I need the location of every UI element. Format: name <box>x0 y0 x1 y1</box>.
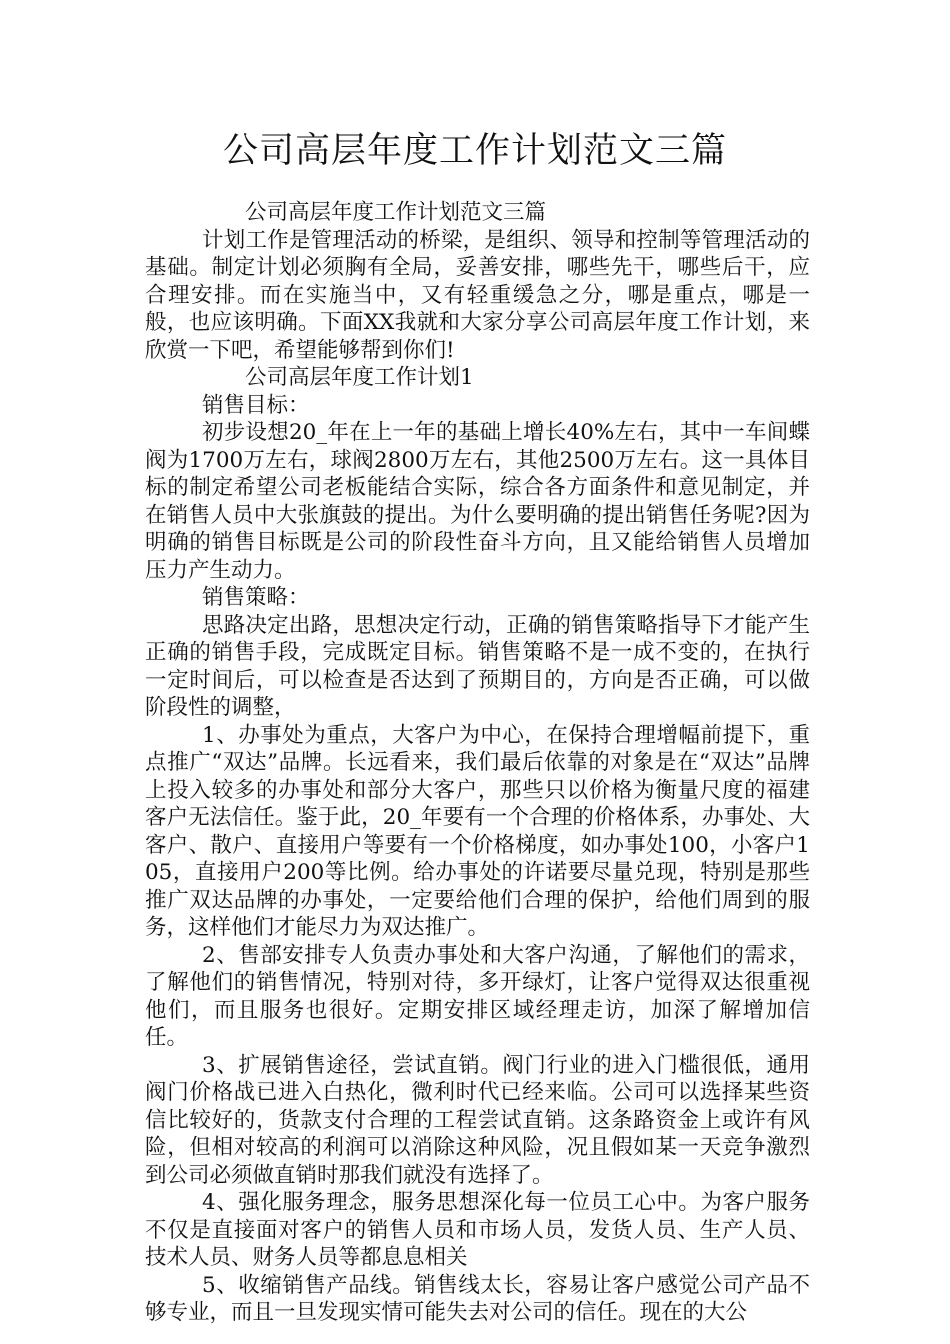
strategy-item-5: 5、收缩销售产品线。销售线太长，容易让客户感觉公司产品不够专业，而且一旦发现实情可能失去对公司的信任。现在的大公 <box>145 1272 810 1325</box>
section-heading: 公司高层年度工作计划1 <box>245 365 474 390</box>
strategy-item-4: 4、强化服务理念，服务思想深化每一位员工心中。为客户服务不仅是直接面对客户的销售人员和市场人员，发货人员、生产人员、技术人员、财务人员等都息息相关 <box>145 1190 810 1270</box>
subtitle-line: 公司高层年度工作计划范文三篇 <box>245 200 547 225</box>
strategy-item-2: 2、售部安排专人负责办事处和大客户沟通，了解他们的需求，了解他们的销售情况，特别对待，多开绿灯，让客户觉得双达很重视他们，而且服务也很好。定期安排区域经理走访，加深了解增加信任。 <box>145 942 810 1050</box>
intro-paragraph: 计划工作是管理活动的桥梁，是组织、领导和控制等管理活动的基础。制定计划必须胸有全局，妥善安排，哪些先干，哪些后干，应合理安排。而在实施当中，又有轻重缓急之分，哪是重点，哪是一般，也应该明确。下面XX我就和大家分享公司高层年度工作计划，来欣赏一下吧，希望能够帮到你们! <box>145 227 810 363</box>
sales-strategy-paragraph: 思路决定出路，思想决定行动，正确的销售策略指导下才能产生正确的销售手段，完成既定目标。销售策略不是一成不变的，在执行一定时间后，可以检查是否达到了预期目的，方向是否正确，可以做阶段性的调整， <box>145 612 810 720</box>
document-body <box>145 199 810 1327</box>
sales-target-heading: 销售目标： <box>202 392 310 418</box>
sales-target-paragraph: 初步设想20_年在上一年的基础上增长40%左右，其中一车间蝶阀为1700万左右，球阀2800万左右，其他2500万左右。这一具体目标的制定希望公司老板能结合实际，综合各方面条件和意见制定，并在销售人员中大张旗鼓的提出。为什么要明确的提出销售任务呢?因为明确的销售目标既是公司的阶段性奋斗方向，且又能给销售人员增加压力产生动力。 <box>145 420 810 583</box>
strategy-item-3: 3、扩展销售途径，尝试直销。阀门行业的进入门槛很低，通用阀门价格战已进入白热化，微利时代已经来临。公司可以选择某些资信比较好的，货款支付合理的工程尝试直销。这条路资金上或许有风险，但相对较高的利润可以消除这种风险，况且假如某一天竞争激烈到公司必须做直销时那我们就没有选择了。 <box>145 1052 810 1188</box>
strategy-item-1: 1、办事处为重点，大客户为中心，在保持合理增幅前提下，重点推广“双达”品牌。长远看来，我们最后依靠的对象是在“双达”品牌上投入较多的办事处和部分大客户，那些只以价格为衡量尺度的福建客户无法信任。鉴于此，20_年要有一个合理的价格体系，办事处、大客户、散户、直接用户等要有一个价格梯度，如办事处100，小客户105，直接用户200等比例。给办事处的许诺要尽量兑现，特别是那些推广双达品牌的办事处，一定要给他们合理的保护，给他们周到的服务，这样他们才能尽力为双达推广。 <box>145 722 810 940</box>
document-title: 公司高层年度工作计划范文三篇 <box>222 131 727 171</box>
sales-strategy-heading: 销售策略： <box>202 585 310 610</box>
